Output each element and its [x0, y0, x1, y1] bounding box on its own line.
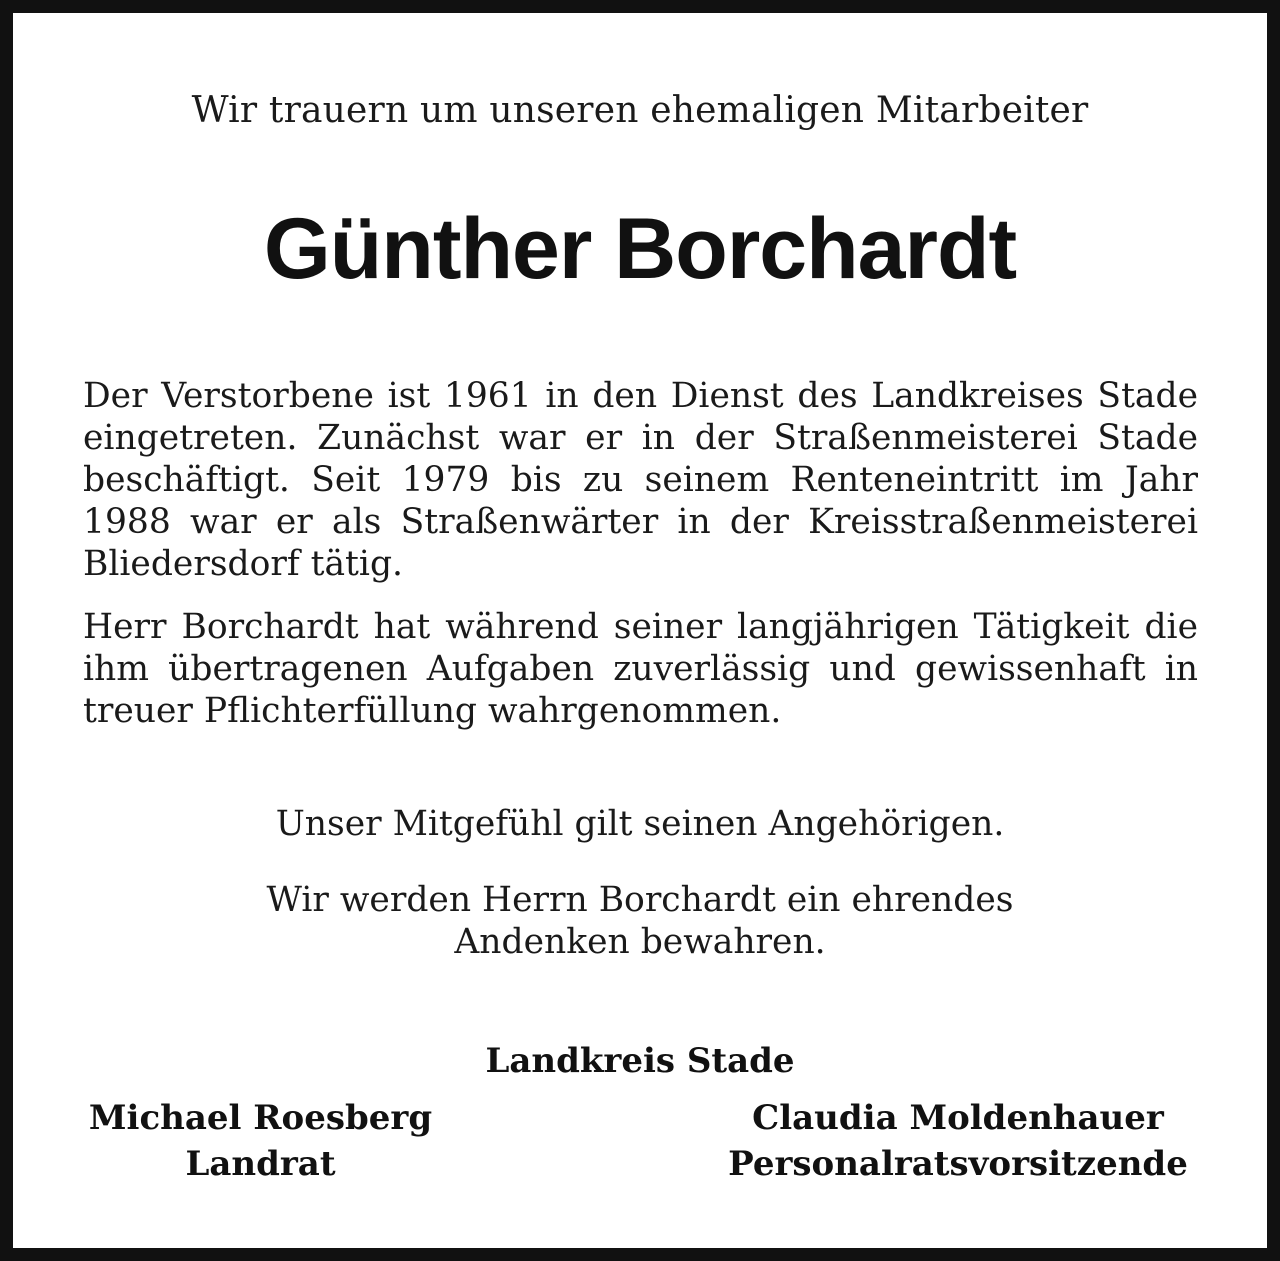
signatory-left: [83, 1095, 438, 1187]
signatory-left-title: Landrat: [185, 1144, 336, 1184]
deceased-name: Günther Borchardt: [263, 201, 1017, 297]
career-paragraph: Der Verstorbene ist 1961 in den Dienst des Landkreises Stade eingetreten. Zunächst war er in der Straßenmeisterei Stade beschäftigt. Seit 1979 bis zu seinem Renteneintritt im Jahr 1988 war er als Straßenwärter in der Kreisstraßenmeisterei Bliedersdorf tätig.: [83, 376, 1198, 584]
organization-name: Landkreis Stade: [485, 1041, 795, 1081]
intro-line: Wir trauern um unseren ehemaligen Mitarbeiter: [191, 90, 1089, 131]
condolence-line: Unser Mitgefühl gilt seinen Angehörigen.: [275, 804, 1005, 844]
memory-line-1: Wir werden Herrn Borchardt ein ehrendes: [266, 880, 1014, 920]
signatory-left-name: Michael Roesberg: [88, 1098, 433, 1138]
memory-line-2: Andenken bewahren.: [454, 922, 826, 962]
signatory-right-name: Claudia Moldenhauer: [752, 1098, 1164, 1138]
signatory-right-title: Personalratsvorsitzende: [728, 1144, 1188, 1184]
signatory-right: [718, 1095, 1198, 1187]
tribute-paragraph: Herr Borchardt hat während seiner langjährigen Tätigkeit die ihm übertragenen Aufgaben zuverlässig und gewissenhaft in treuer Pflichterfüllung wahrgenommen.: [83, 607, 1198, 731]
